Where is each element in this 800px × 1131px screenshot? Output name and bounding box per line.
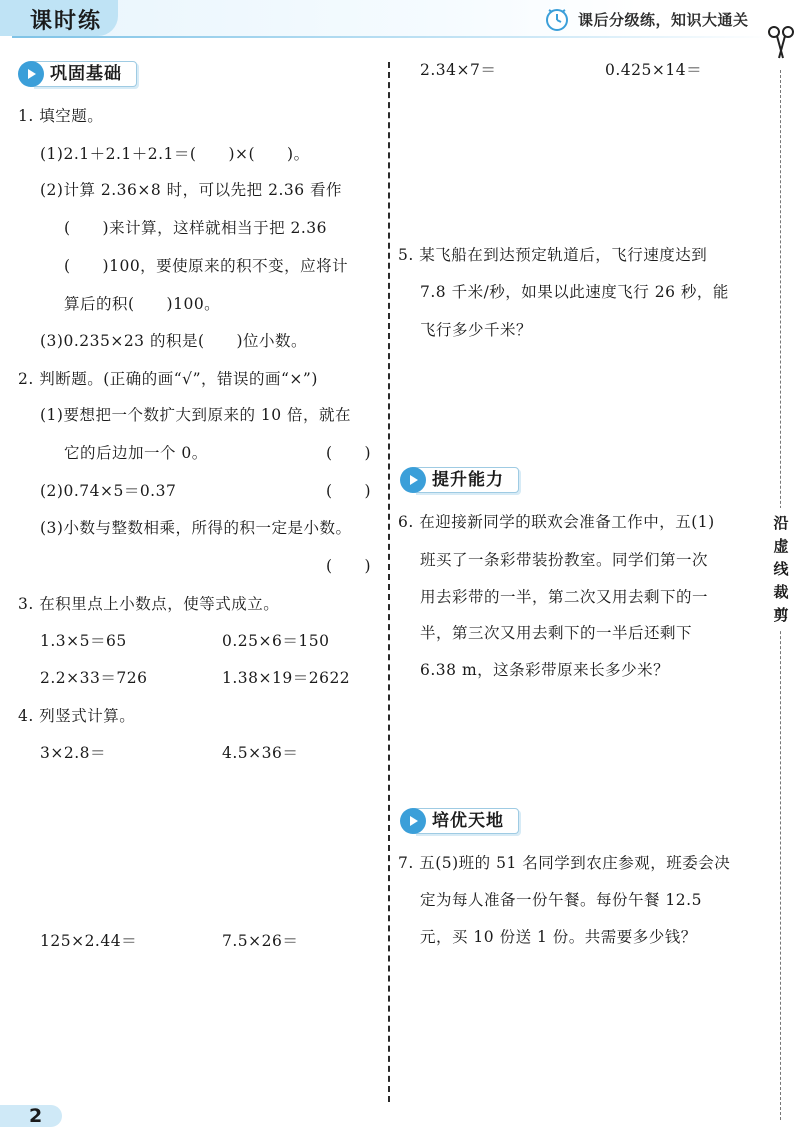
q4-a: 3×2.8＝ [40, 744, 106, 762]
q1-2c: ( )100，要使原来的积不变，应将计 [64, 257, 349, 275]
q5-a: 5. 某飞船在到达预定轨道后，飞行速度达到 [398, 246, 708, 264]
section-improve [400, 467, 519, 493]
play-icon [18, 61, 44, 87]
section-improve-label: 提升能力 [414, 467, 519, 493]
q3-b: 0.25×6＝150 [222, 632, 330, 650]
q7-a: 7. 五(5)班的 51 名同学到农庄参观，班委会决 [398, 854, 731, 872]
q6-d: 半，第三次又用去剩下的一半后还剩下 [420, 624, 693, 642]
q2-1a: (1)要想把一个数扩大到原来的 10 倍，就在 [40, 406, 352, 424]
section-excel-label: 培优天地 [414, 808, 519, 834]
q4-title: 4. 列竖式计算。 [18, 707, 136, 725]
q4-f: 0.425×14＝ [605, 61, 703, 79]
play-icon [400, 808, 426, 834]
answer-paren: ( ) [326, 557, 372, 575]
q1-2d: 算后的积( )100。 [64, 295, 221, 313]
q4-b: 4.5×36＝ [222, 744, 299, 762]
header-slogan: 课后分级练，知识大通关 [578, 11, 749, 29]
column-divider [388, 62, 390, 1102]
q4-e: 2.34×7＝ [420, 61, 497, 79]
q5-c: 飞行多少千米？ [420, 321, 533, 339]
q6-c: 用去彩带的一半，第二次又用去剩下的一 [420, 588, 709, 606]
q4-d: 7.5×26＝ [222, 932, 299, 950]
clock-icon [543, 5, 571, 33]
q5-b: 7.8 千米/秒，如果以此速度飞行 26 秒，能 [420, 283, 729, 301]
q7-b: 定为每人准备一份午餐。每份午餐 12.5 [420, 891, 702, 909]
q3-title: 3. 在积里点上小数点，使等式成立。 [18, 595, 280, 613]
section-basic [18, 61, 137, 87]
q1-2b: ( )来计算，这样就相当于把 2.36 [64, 219, 328, 237]
page-title: 课时练 [30, 9, 103, 34]
q1-2a: (2)计算 2.36×8 时，可以先把 2.36 看作 [40, 181, 343, 199]
q3-a: 1.3×5＝65 [40, 632, 127, 650]
q2-title: 2. 判断题。(正确的画“√”，错误的画“×”) [18, 370, 318, 388]
q7-c: 元，买 10 份送 1 份。共需要多少钱？ [420, 928, 697, 946]
q4-c: 125×2.44＝ [40, 932, 138, 950]
q1-1: (1)2.1＋2.1＋2.1＝( )×( )。 [40, 145, 310, 163]
q2-1b: 它的后边加一个 0。 [64, 444, 208, 462]
cut-label: 沿 虚 线 裁 剪 [771, 508, 791, 631]
q6-b: 班买了一条彩带装扮教室。同学们第一次 [420, 551, 709, 569]
q1-3: (3)0.235×23 的积是( )位小数。 [40, 332, 308, 350]
q3-d: 1.38×19＝2622 [222, 669, 351, 687]
page-number: 2 [29, 1105, 43, 1127]
q1-title: 1. 填空题。 [18, 107, 104, 125]
answer-paren: ( ) [326, 482, 372, 500]
q2-3: (3)小数与整数相乘，所得的积一定是小数。 [40, 519, 352, 537]
q6-a: 6. 在迎接新同学的联欢会准备工作中，五(1) [398, 513, 715, 531]
play-icon [400, 467, 426, 493]
q2-2: (2)0.74×5＝0.37 [40, 482, 177, 500]
header-underline [12, 36, 770, 38]
answer-paren: ( ) [326, 444, 372, 462]
page-number-badge [0, 1105, 62, 1127]
scissors-icon [766, 22, 796, 62]
q3-c: 2.2×33＝726 [40, 669, 148, 687]
q6-e: 6.38 m，这条彩带原来长多少米？ [420, 661, 670, 679]
section-excel [400, 808, 519, 834]
section-basic-label: 巩固基础 [32, 61, 137, 87]
